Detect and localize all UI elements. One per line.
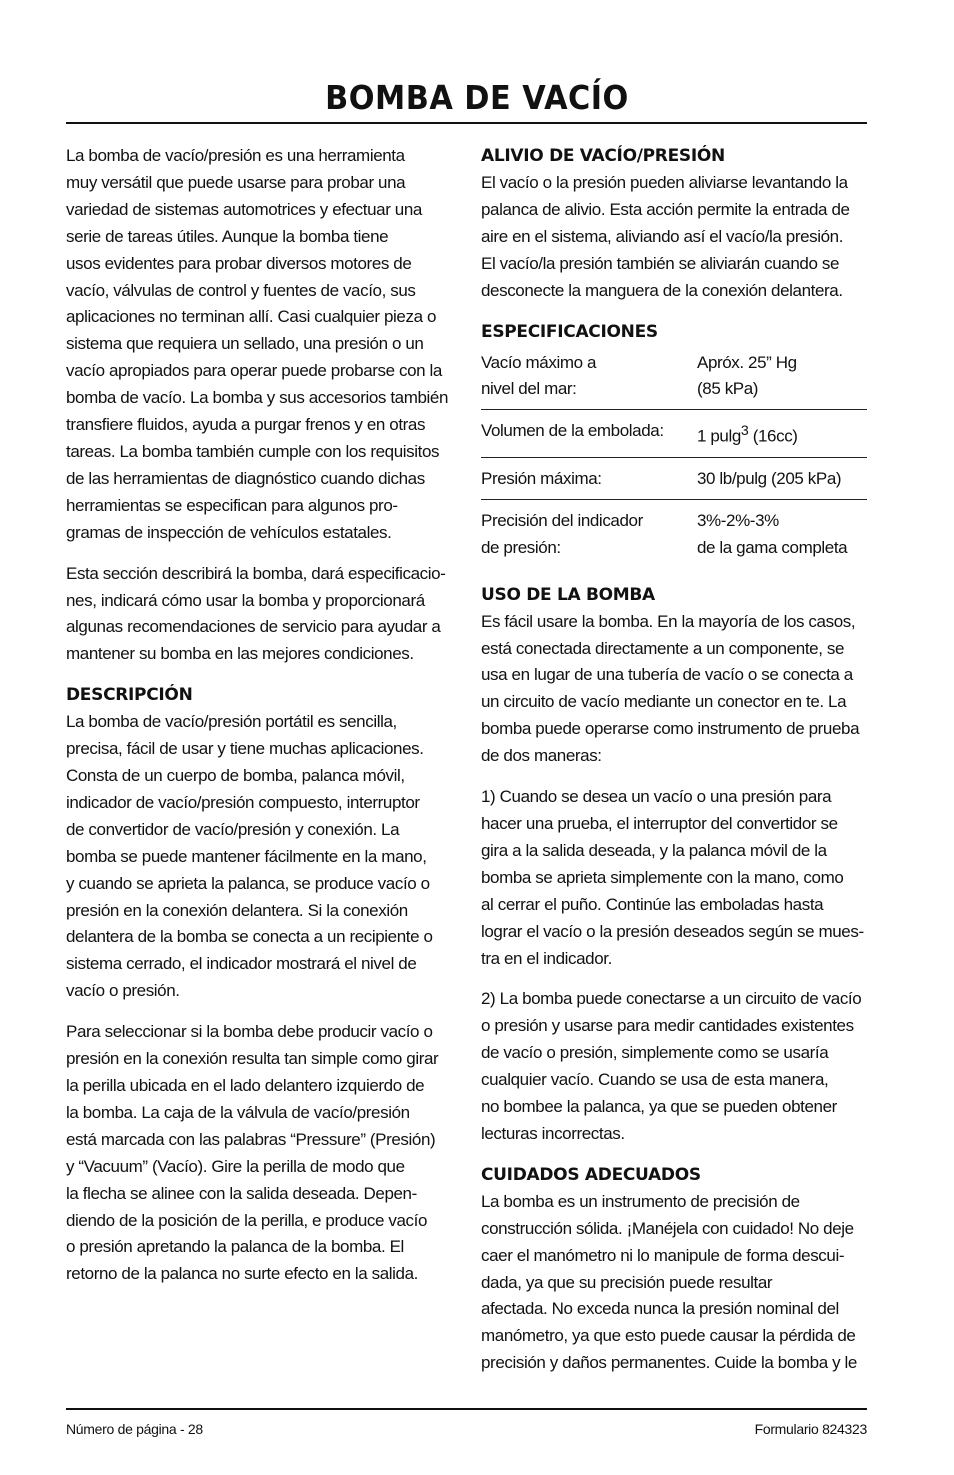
heading-cuidados: CUIDADOS ADECUADOS (481, 1164, 701, 1185)
descripcion-paragraph-2: Para seleccionar si la bomba debe producir vacío o presión en la conexión resulta tan simple como girar la perilla ubicada en el lado delantero izquierdo de la bomba. La caja de la válvula de vacío/presión está marcada con las palabras “Pressure” (Presión) y “Vacuum” (Vacío). Gire la perilla de modo que la flecha se alinee con la salida deseada. Depen- diendo de la posición de la perilla, e produce vacío o presión apretando la palanca de la bomba. El retorno de la palanca no surte efecto en la salida. (66, 1022, 439, 1284)
heading-descripcion: DESCRIPCIÓN (66, 685, 193, 706)
spec-value-superscript: 3 (740, 423, 749, 440)
uso-paragraph-2: 1) Cuando se desea un vacío o una presión para hacer una prueba, el interruptor del convertidor se gira a la salida deseada, y la palanca móvil de la bomba se aprieta simplemente con la mano, como al cerrar el puño. Continúe las emboladas hasta lograr el vacío o la presión deseados según se mues- tra en el indicador. (481, 787, 864, 968)
spec-label: Volumen de la embolada: (481, 410, 697, 458)
section-descripcion (66, 682, 454, 1288)
intro-paragraph-2: Esta sección describirá la bomba, dará especificacio- nes, indicará cómo usar la bomba y proporcionará algunas recomendaciones de servicio para ayudar a mantener su bomba en las mejores condiciones. (66, 563, 446, 664)
section-alivio (481, 143, 869, 305)
spec-label: Presión máxima: (481, 457, 697, 499)
spec-value: 30 lb/pulg (205 kPa) (697, 457, 867, 499)
spec-value-main: 1 pulg (697, 427, 741, 446)
cuidados-paragraph: La bomba es un instrumento de precisión de construcción sólida. ¡Manéjela con cuidado! No deje caer el manómetro ni lo manipule de forma descui- dada, ya que su precisión puede resultar afectada. No exceda nunca la presión nominal del manómetro, ya que esto puede causar la pérdida de precisión y daños permanentes. Cuide la bomba y le (481, 1191, 857, 1373)
section-especificaciones (481, 319, 869, 568)
spec-row (481, 457, 867, 499)
spec-row (481, 348, 867, 410)
uso-paragraph-1: Es fácil usare la bomba. En la mayoría de los casos, está conectada directamente a un componente, se usa en lugar de una tubería de vacío o se conecta a un circuito de vacío mediante un conector en te. La bomba puede operarse como instrumento de prueba de dos maneras: (481, 611, 860, 766)
page-title: BOMBA DE VACÍO (325, 78, 629, 117)
right-column (481, 143, 869, 1391)
intro-paragraph-1: La bomba de vacío/presión es una herramienta muy versátil que puede usarse para probar una variedad de sistemas automotrices y efectuar una serie de tareas útiles. Aunque la bomba tiene usos evidentes para probar diversos motores de vacío, válvulas de control y fuentes de vacío, sus aplicaciones no terminan allí. Casi cualquier pieza o sistema que requiera un sellado, una presión o un vacío apropiados para operar puede probarse con la bomba de vacío. La bomba y sus accesorios también transfiere fluidos, ayuda a purgar frenos y en otras tareas. La bomba también cumple con los requisitos de las herramientas de diagnóstico cuando dichas herramientas se especifican para algunos pro- gramas de inspección de vehículos estatales. (66, 146, 449, 542)
footer-form-number: Formulario 824323 (754, 1421, 867, 1437)
heading-uso: USO DE LA BOMBA (481, 584, 655, 605)
spec-row (481, 499, 867, 567)
section-uso (481, 582, 869, 1148)
spec-value: Apróx. 25” Hg (85 kPa) (697, 348, 867, 410)
heading-especificaciones: ESPECIFICACIONES (481, 321, 658, 342)
section-cuidados (481, 1162, 869, 1377)
footer-page-number: Número de página - 28 (66, 1421, 203, 1437)
spec-value: 3%-2%-3% de la gama completa (697, 510, 848, 557)
spec-row (481, 410, 867, 458)
spec-value (697, 410, 867, 458)
heading-alivio: ALIVIO DE VACÍO/PRESIÓN (481, 146, 725, 166)
spec-value-tail: (16cc) (748, 427, 798, 446)
title-divider (66, 122, 867, 124)
spec-label: Vacío máximo a nivel del mar: (481, 348, 697, 410)
footer-divider (66, 1408, 867, 1410)
descripcion-paragraph-1: La bomba de vacío/presión portátil es sencilla, precisa, fácil de usar y tiene muchas aplicaciones. Consta de un cuerpo de bomba, palanca móvil, indicador de vacío/presión compuesto, interruptor de convertidor de vacío/presión y conexión. La bomba se puede mantener fácilmente en la mano, y cuando se aprieta la palanca, se produce vacío o presión en la conexión delantera. Si la conexión delantera de la bomba se conecta a un recipiente o sistema cerrado, el indicador mostrará el nivel de vacío o presión. (66, 712, 433, 1001)
alivio-paragraph: El vacío o la presión pueden aliviarse levantando la palanca de alivio. Esta acción permite la entrada de aire en el sistema, aliviando así el vacío/la presión. El vacío/la presión también se aliviarán cuando se desconecte la manguera de la conexión delantera. (481, 173, 850, 300)
spec-label: Precisión del indicador de presión: (481, 510, 643, 557)
spec-table (481, 348, 867, 568)
uso-paragraph-3: 2) La bomba puede conectarse a un circuito de vacío o presión y usarse para medir cantidades existentes de vacío o presión, simplemente como se usaría cualquier vacío. Cuando se usa de esta manera, no bombee la palanca, ya que se pueden obtener lecturas incorrectas. (481, 989, 862, 1143)
left-column (66, 143, 454, 1302)
